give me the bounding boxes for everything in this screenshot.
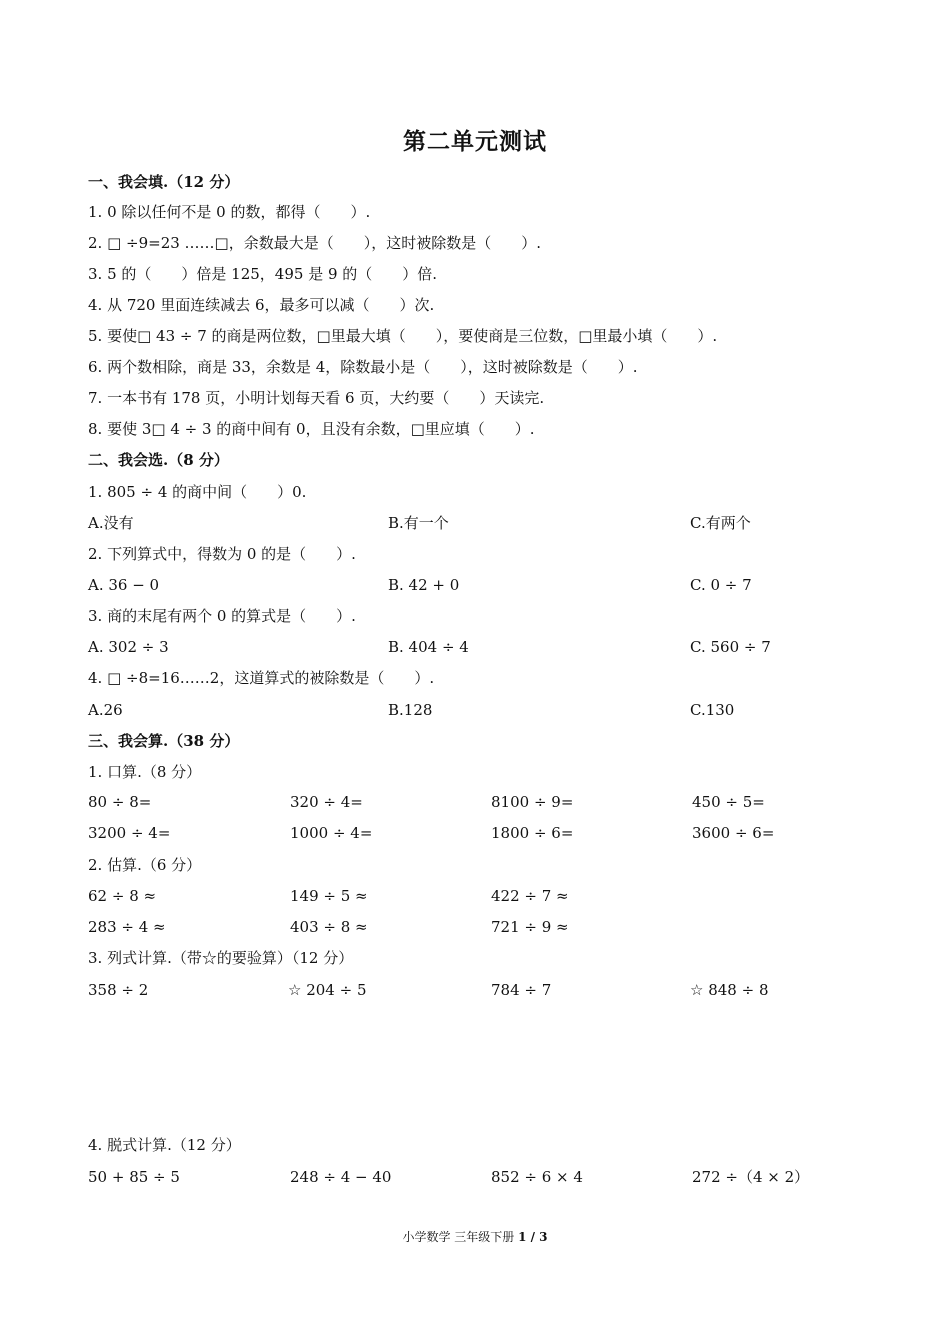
footer-text: 小学数学 三年级下册 [402, 1230, 519, 1244]
choice-3-option-c: C. 560 ÷ 7 [690, 638, 771, 656]
oral-calc-item: 1800 ÷ 6= [491, 824, 574, 842]
choice-4-option-b: B.128 [388, 701, 433, 719]
oral-calc-item: 320 ÷ 4= [290, 793, 363, 811]
fill-item-2: 2. □ ÷9=23 ……□，余数最大是（ ），这时被除数是（ ）. [88, 234, 541, 252]
choice-2-option-a: A. 36 − 0 [88, 576, 160, 594]
fill-item-3: 3. 5 的（ ）倍是 125，495 是 9 的（ ）倍. [88, 265, 438, 283]
choice-2-option-c: C. 0 ÷ 7 [690, 576, 752, 594]
fill-item-1: 1. 0 除以任何不是 0 的数，都得（ ）. [88, 203, 371, 221]
vertical-calc-item: 784 ÷ 7 [491, 981, 552, 999]
choice-1-option-c: C.有两个 [690, 514, 751, 532]
stepwise-calc-item: 50 + 85 ÷ 5 [88, 1168, 180, 1186]
oral-calc-item: 80 ÷ 8= [88, 793, 152, 811]
choice-question-4: 4. □ ÷8=16……2，这道算式的被除数是（ ）. [88, 669, 435, 687]
estimate-item: 62 ÷ 8 ≈ [88, 887, 157, 905]
oral-calc-item: 8100 ÷ 9= [491, 793, 574, 811]
choice-2-option-b: B. 42 + 0 [388, 576, 460, 594]
choice-4-option-a: A.26 [88, 701, 123, 719]
choice-4-option-c: C.130 [690, 701, 735, 719]
vertical-calc-item: ☆ 204 ÷ 5 [288, 981, 367, 999]
page-title: 第二单元测试 [403, 128, 547, 155]
oral-calc-label: 1. 口算.（8 分） [88, 763, 202, 781]
estimate-label: 2. 估算.（6 分） [88, 856, 202, 874]
oral-calc-item: 3600 ÷ 6= [692, 824, 775, 842]
stepwise-calc-label: 4. 脱式计算.（12 分） [88, 1136, 241, 1154]
oral-calc-item: 3200 ÷ 4= [88, 824, 171, 842]
vertical-calc-item: 358 ÷ 2 [88, 981, 149, 999]
estimate-item: 721 ÷ 9 ≈ [491, 918, 569, 936]
fill-item-8: 8. 要使 3□ 4 ÷ 3 的商中间有 0，且没有余数，□里应填（ ）. [88, 420, 535, 438]
fill-item-4: 4. 从 720 里面连续减去 6，最多可以减（ ）次. [88, 296, 435, 314]
fill-item-6: 6. 两个数相除，商是 33，余数是 4，除数最小是（ ），这时被除数是（ ）. [88, 358, 638, 376]
vertical-calc-label: 3. 列式计算.（带☆的要验算）（12 分） [88, 949, 354, 967]
stepwise-calc-item: 248 ÷ 4 − 40 [290, 1168, 392, 1186]
vertical-calc-item: ☆ 848 ÷ 8 [690, 981, 769, 999]
choice-question-3: 3. 商的末尾有两个 0 的算式是（ ）. [88, 607, 356, 625]
oral-calc-item: 1000 ÷ 4= [290, 824, 373, 842]
choice-1-option-a: A.没有 [88, 514, 134, 532]
choice-question-1: 1. 805 ÷ 4 的商中间（ ）0. [88, 483, 307, 501]
oral-calc-item: 450 ÷ 5= [692, 793, 765, 811]
stepwise-calc-item: 272 ÷（4 × 2） [692, 1168, 810, 1186]
choice-3-option-b: B. 404 ÷ 4 [388, 638, 469, 656]
choice-3-option-a: A. 302 ÷ 3 [88, 638, 169, 656]
stepwise-calc-item: 852 ÷ 6 × 4 [491, 1168, 583, 1186]
choice-1-option-b: B.有一个 [388, 514, 449, 532]
estimate-item: 149 ÷ 5 ≈ [290, 887, 368, 905]
fill-item-5: 5. 要使□ 43 ÷ 7 的商是两位数，□里最大填（ ），要使商是三位数，□里最小填（ ）. [88, 327, 718, 345]
fill-item-7: 7. 一本书有 178 页，小明计划每天看 6 页，大约要（ ）天读完. [88, 389, 545, 407]
page-footer [0, 1228, 950, 1245]
estimate-item: 283 ÷ 4 ≈ [88, 918, 166, 936]
section-3-heading: 三、我会算.（38 分） [88, 732, 240, 750]
estimate-item: 422 ÷ 7 ≈ [491, 887, 569, 905]
section-2-heading: 二、我会选.（8 分） [88, 451, 229, 469]
section-1-heading: 一、我会填.（12 分） [88, 173, 240, 191]
estimate-item: 403 ÷ 8 ≈ [290, 918, 368, 936]
choice-question-2: 2. 下列算式中，得数为 0 的是（ ）. [88, 545, 356, 563]
page-number: 1 / 3 [518, 1230, 548, 1244]
